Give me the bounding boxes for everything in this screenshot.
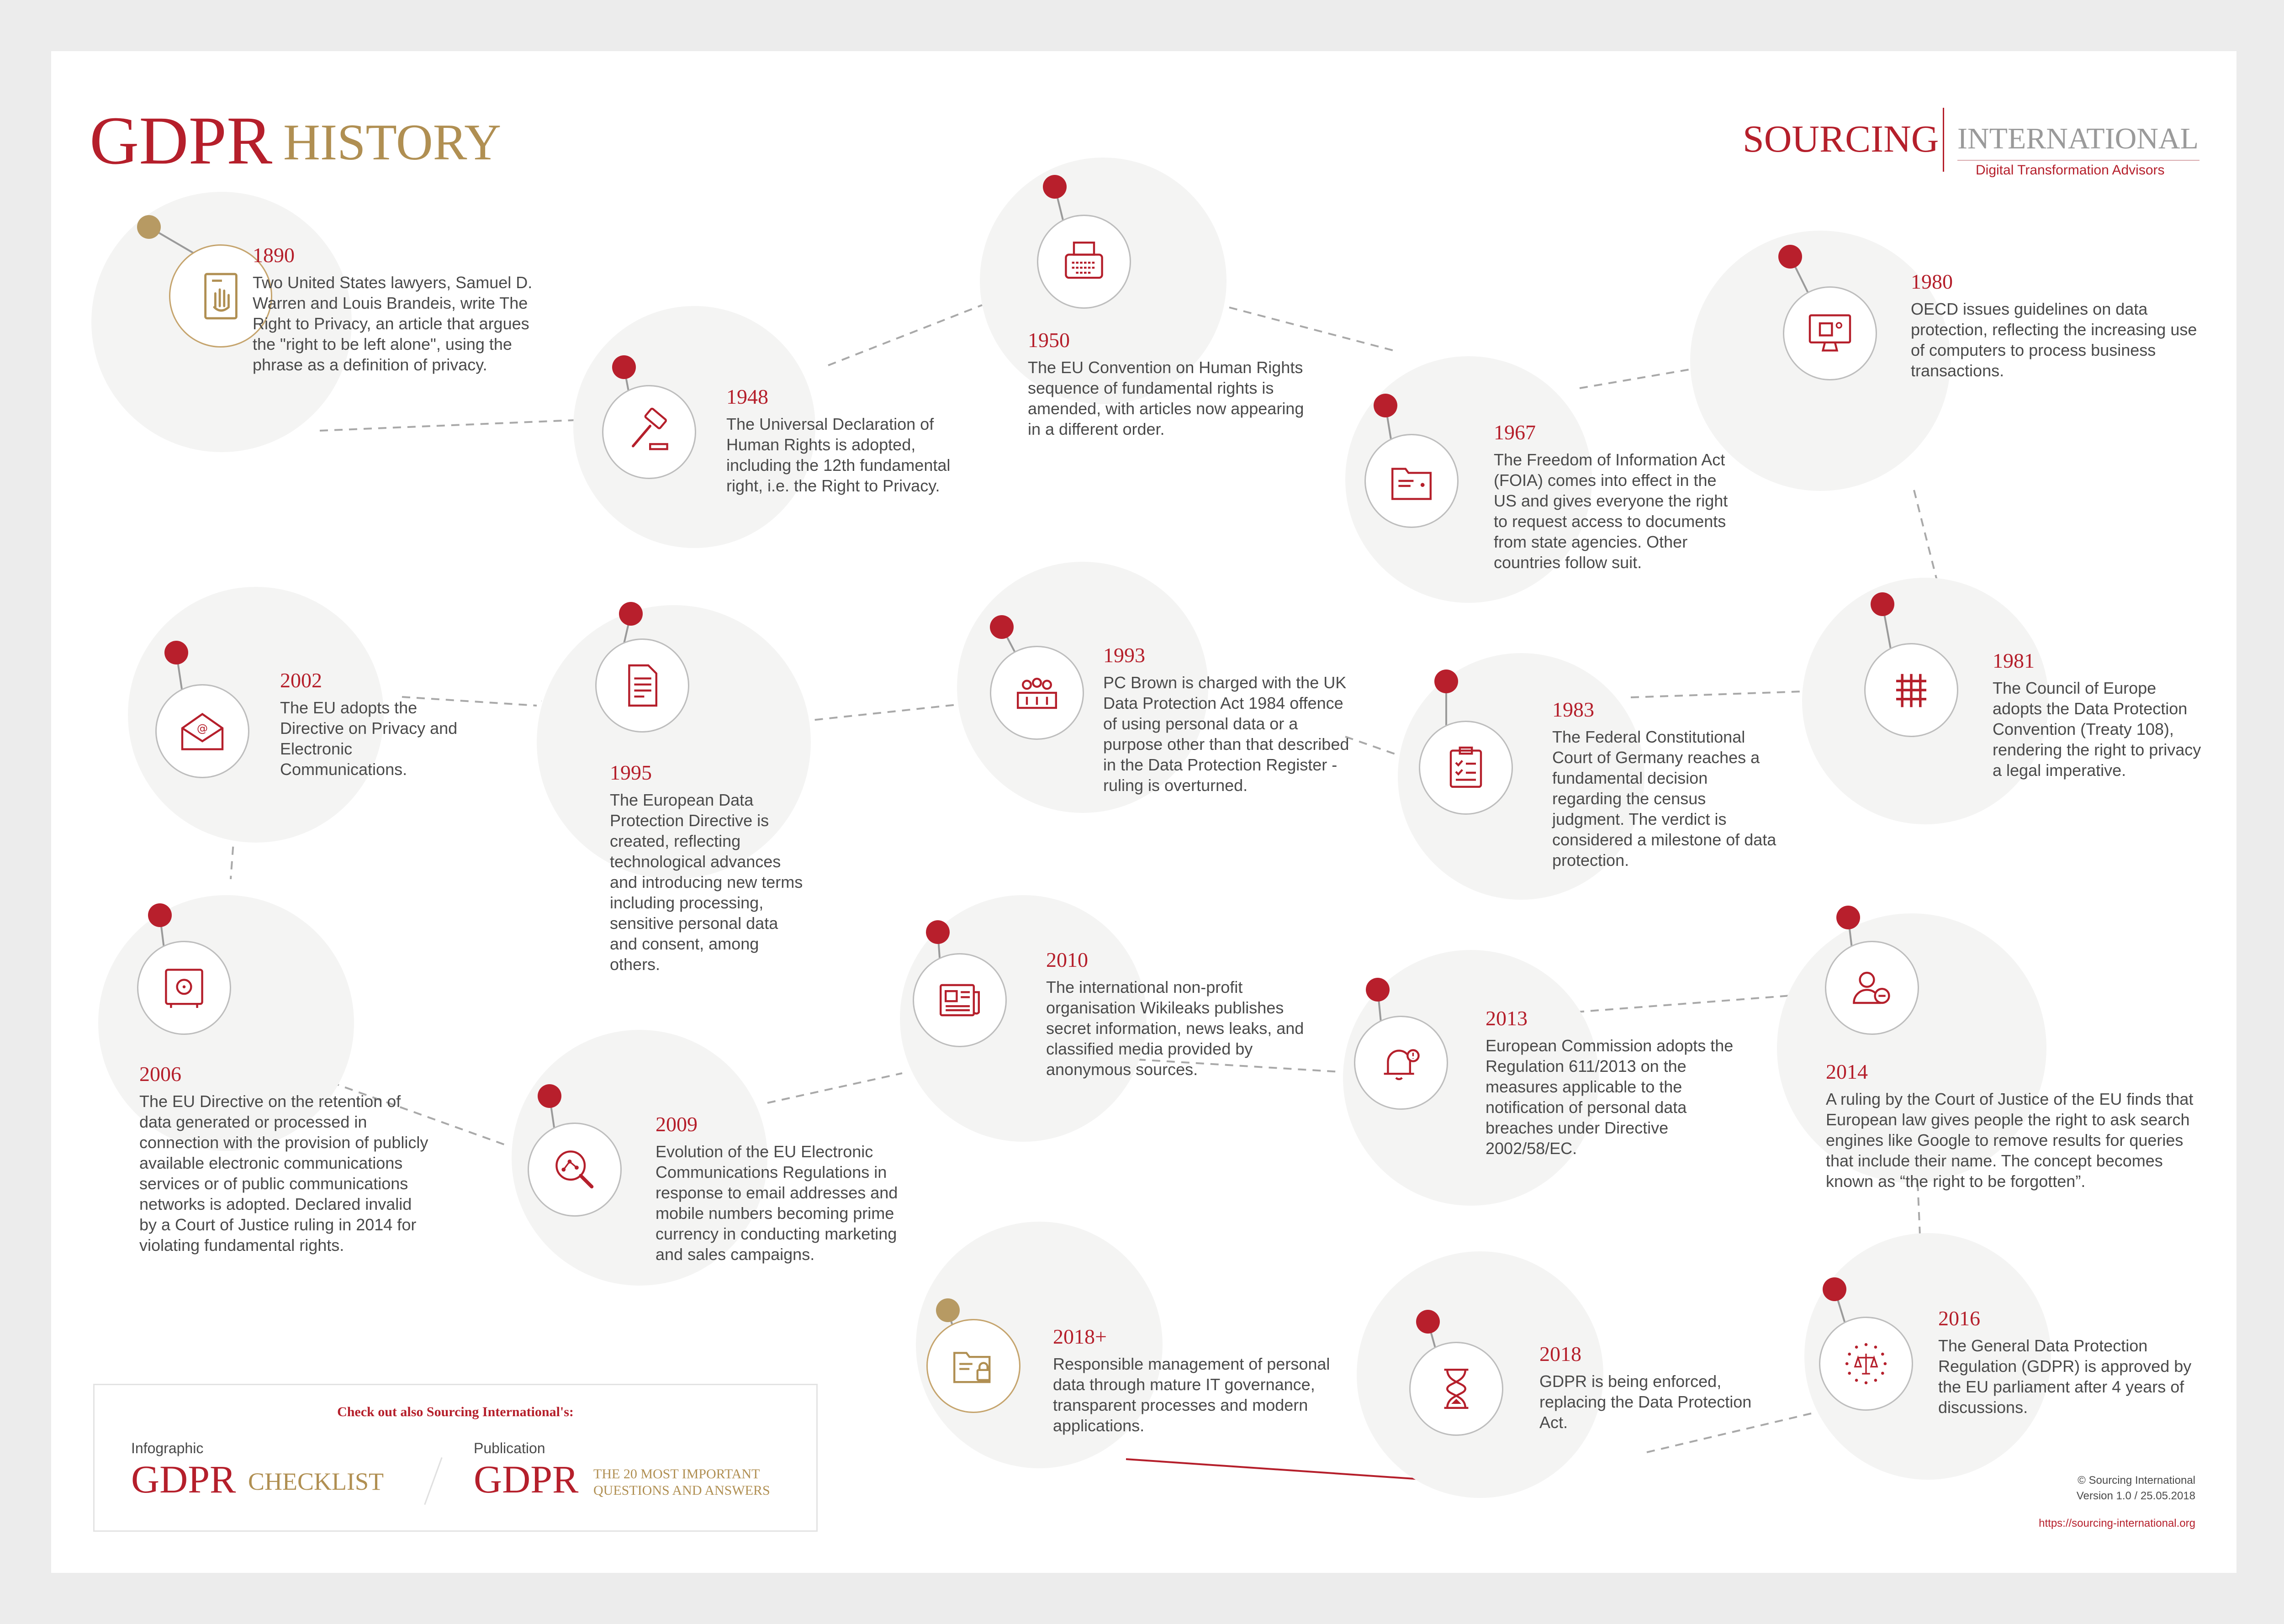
promo-right-kind: Publication — [474, 1440, 545, 1456]
event-description: GDPR is being enforced, replacing the Data Protection Act. — [1539, 1372, 1752, 1432]
logo-underline — [1957, 160, 2199, 161]
logo-tagline: Digital Transformation Advisors — [1976, 163, 2165, 178]
pin-marker — [936, 1298, 960, 1322]
event-year: 1948 — [726, 385, 768, 408]
event-description: The EU Directive on the retention of data generated or processed in connection with the provision of publicly available electronic communications services or of public communications networks is adopted. Declared invalid by a Court of Justice ruling in 2014 for violating fundamental rights. — [139, 1092, 428, 1255]
event-description: The international non-profit organisation Wikileaks publishes secret information, news leaks, and classified media provided by anonymous sources. — [1046, 978, 1304, 1079]
promo-right-title-b1: THE 20 MOST IMPORTANT — [593, 1466, 760, 1482]
logo-divider — [1943, 108, 1944, 172]
website-link[interactable]: https://sourcing-international.org — [2039, 1517, 2195, 1529]
event-year: 2009 — [656, 1113, 698, 1136]
event-year: 2016 — [1938, 1307, 1980, 1330]
svg-text:@: @ — [196, 722, 208, 735]
event-year: 1983 — [1552, 698, 1594, 721]
event-description: The Universal Declaration of Human Rights is adopted, including the 12th fundamental right, i.e. the Right to Privacy. — [726, 415, 951, 495]
event-description: Evolution of the EU Electronic Communications Regulations in response to email addresses and mobile numbers becoming prime currency in conducting marketing and sales campaigns. — [656, 1142, 898, 1264]
event-year: 1950 — [1028, 328, 1070, 352]
event-year: 2014 — [1826, 1060, 1868, 1083]
promo-box — [93, 1384, 818, 1532]
event-year: 1981 — [1993, 649, 2035, 672]
event-year: 2013 — [1486, 1007, 1528, 1030]
event-description: The Freedom of Information Act (FOIA) comes into effect in the US and gives everyone the right to request access to documents from state agencies. Other countries follow suit. — [1494, 450, 1728, 572]
promo-left-kind: Infographic — [131, 1440, 204, 1456]
event-year: 2002 — [280, 669, 322, 692]
promo-heading: Check out also Sourcing International's: — [337, 1404, 574, 1419]
version: Version 1.0 / 25.05.2018 — [2076, 1490, 2195, 1502]
promo-left-title-a: GDPR — [131, 1457, 236, 1501]
event-description: The General Data Protection Regulation (GDPR) is approved by the EU parliament after 4 years of discussions. — [1938, 1336, 2192, 1417]
event-year: 2010 — [1046, 948, 1088, 971]
event-description: PC Brown is charged with the UK Data Protection Act 1984 offence of using personal data or a purpose other than that described in the Data Protection Register - ruling is overturned. — [1103, 673, 1349, 795]
promo-qa-link[interactable] — [474, 1440, 803, 1508]
folder-lock-icon — [926, 1319, 1020, 1413]
event-description: European Commission adopts the Regulation 611/2013 on the measures applicable to the notification of personal data breaches under Directive 2002/58/EC. — [1486, 1036, 1734, 1158]
event-year: 1995 — [610, 761, 652, 784]
event-description: The European Data Protection Directive is created, reflecting technological advances and introducing new terms including processing, sensitive personal data and consent, among others. — [610, 791, 803, 974]
event-description: The EU adopts the Directive on Privacy and Electronic Communications. — [280, 698, 458, 779]
event-year: 1980 — [1911, 270, 1953, 293]
promo-checklist-link[interactable] — [131, 1440, 460, 1508]
promo-left-title-b: CHECKLIST — [248, 1468, 384, 1495]
promo-right-title-b2: QUESTIONS AND ANSWERS — [593, 1483, 770, 1498]
event-year: 2006 — [139, 1062, 181, 1086]
page-title-secondary: HISTORY — [283, 114, 502, 171]
event-description: The EU Convention on Human Rights sequence of fundamental rights is amended, with articles now appearing in a different order. — [1028, 358, 1304, 438]
page-title: GDPR — [90, 103, 273, 179]
logo-word-international: INTERNATIONAL — [1957, 122, 2199, 155]
promo-right-title-a: GDPR — [474, 1457, 579, 1501]
event-year: 2018 — [1539, 1342, 1581, 1366]
event-year: 1993 — [1103, 643, 1145, 667]
logo[interactable] — [1743, 117, 2197, 176]
event-description: The Federal Constitutional Court of Germany reaches a fundamental decision regarding the census judgment. The verdict is considered a milestone of data protection. — [1552, 728, 1776, 870]
event-description: Responsible management of personal data through mature IT governance, transparent processes and modern applications. — [1053, 1355, 1330, 1435]
event-description: Two United States lawyers, Samuel D. Warren and Louis Brandeis, write The Right to Privacy, an article that argues the "right to be left alone", using the phrase as a definition of privacy. — [253, 273, 533, 374]
event-description: OECD issues guidelines on data protection, reflecting the increasing use of computers to process business transactions. — [1911, 300, 2197, 380]
event-year: 1967 — [1494, 421, 1536, 444]
copyright: © Sourcing International — [2078, 1474, 2195, 1487]
logo-word-sourcing: SOURCING — [1743, 118, 1939, 160]
event-year: 2018+ — [1053, 1325, 1107, 1348]
event-description: The Council of Europe adopts the Data Protection Convention (Treaty 108), rendering the right to privacy a legal imperative. — [1993, 679, 2201, 780]
event-description: A ruling by the Court of Justice of the EU finds that European law gives people the right to ask search engines like Google to remove results for queries that include their name. The concept becomes known as “the right to be forgotten”. — [1826, 1090, 2194, 1191]
event-year: 1890 — [253, 243, 295, 267]
